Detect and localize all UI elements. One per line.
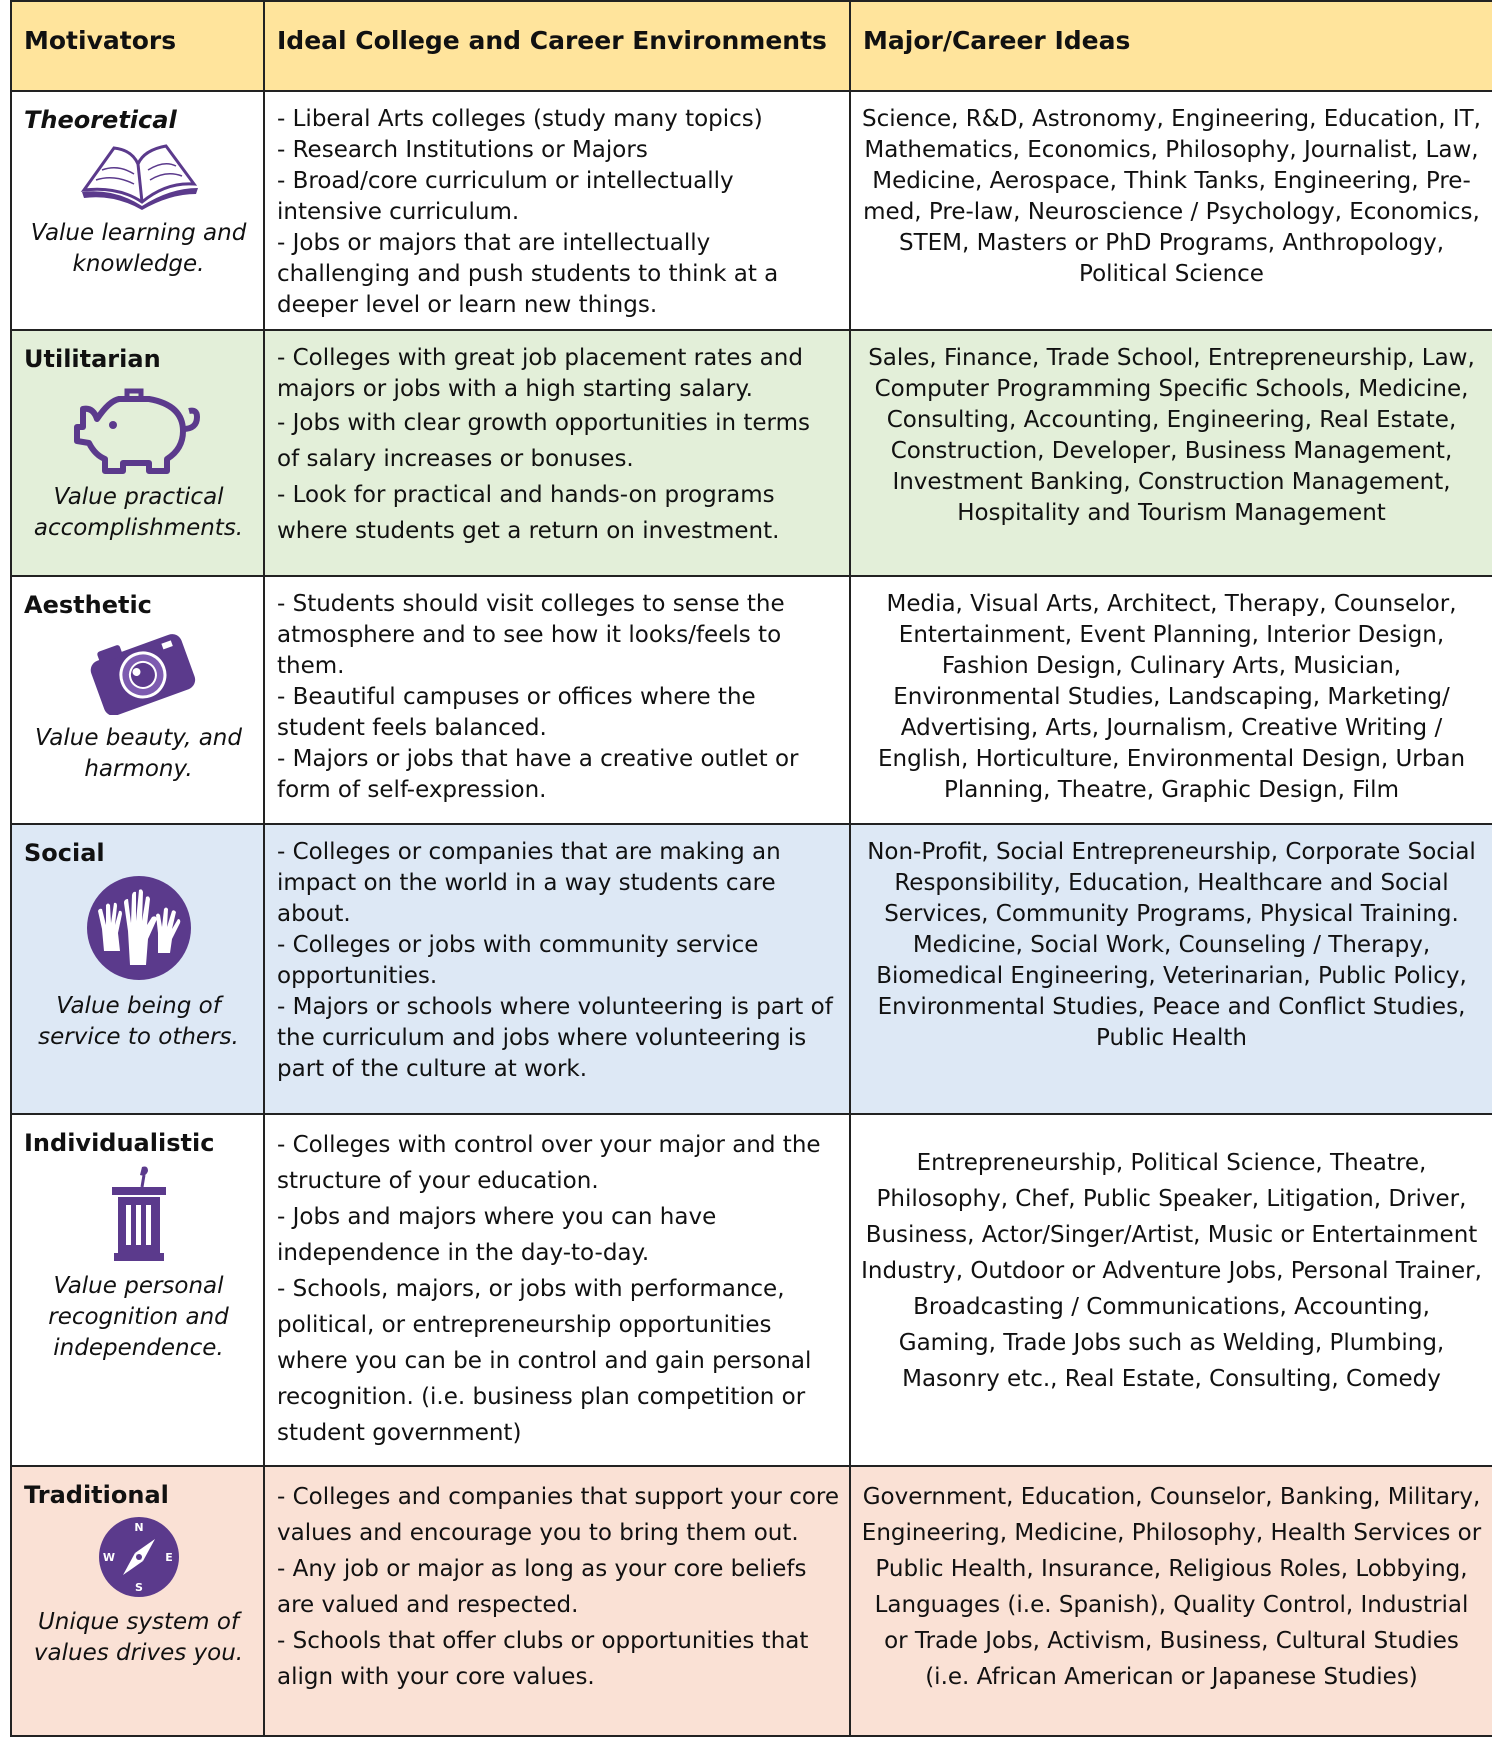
row-individualistic (11, 1114, 1492, 1466)
motivator-cell (11, 91, 264, 330)
motivator-cell (11, 1466, 264, 1736)
environment-item: - Colleges or jobs with community service opportunities. (277, 932, 759, 989)
environment-item: - Colleges and companies that support your core values and encourage you to bring them out. (277, 1484, 840, 1546)
career-ideas: Entrepreneurship, Political Science, Theatre, Philosophy, Chef, Public Speaker, Litigation, Driver, Business, Actor/Singer/Artist, Music or Entertainment Industry, Outdoor or Adventure Jobs, Personal Trainer, Broadcasting / Communications, Accounting, Gaming, Trade Jobs such as Welding, Plumbing, Masonry etc., Real Estate, Consulting, Comedy (861, 1150, 1482, 1392)
career-ideas: Science, R&D, Astronomy, Engineering, Education, IT, Mathematics, Economics, Philosophy, Journalist, Law, Medicine, Aerospace, Think Tanks, Engineering, Pre-med, Pre-law, Neuroscience / Psychology, Economics, STEM, Masters or PhD Programs, Anthropology, Political Science (862, 106, 1481, 287)
environment-cell (264, 91, 850, 330)
environment-item: - Jobs and majors where you can have independence in the day-to-day. (277, 1204, 717, 1266)
career-ideas: Government, Education, Counselor, Banking, Military, Engineering, Medicine, Philosophy, Health Services or Public Health, Insurance, Religious Roles, Lobbying, Languages (i.e. Spanish), Quality Control, Industrial or Trade Jobs, Activism, Business, Cultural Studies (i.e. African American or Japanese Studies) (861, 1484, 1482, 1690)
environment-cell (264, 1466, 850, 1736)
header-environments: Ideal College and Career Environments (277, 26, 827, 55)
motivator-description: Value personal recognition and independence. (48, 1273, 229, 1361)
motivator-cell (11, 576, 264, 824)
motivator-description: Value being of service to others. (38, 993, 239, 1050)
ideas-cell (850, 576, 1492, 824)
row-utilitarian (11, 330, 1492, 576)
motivators-table (10, 0, 1492, 1737)
compass-letter-w: W (102, 1551, 115, 1564)
environment-item: - Majors or schools where volunteering is part of the curriculum and jobs where volunteering is part of the culture at work. (277, 994, 833, 1082)
motivator-cell (11, 824, 264, 1114)
podium-icon (24, 1163, 253, 1267)
environment-item: - Students should visit colleges to sense the atmosphere and to see how it looks/feels to them. (277, 591, 785, 679)
environment-item: - Schools that offer clubs or opportunities that align with your core values. (277, 1628, 809, 1690)
environment-item: - Schools, majors, or jobs with performance, political, or entrepreneurship opportunities where you can be in control and gain personal recognition. (i.e. business plan competition or student government) (277, 1276, 812, 1446)
motivator-description: Value learning and knowledge. (30, 220, 247, 277)
motivator-description: Unique system of values drives you. (33, 1609, 244, 1666)
environment-cell (264, 576, 850, 824)
compass-icon (24, 1515, 253, 1603)
environment-item: - Liberal Arts colleges (study many topics) (277, 106, 763, 132)
row-theoretical (11, 91, 1492, 330)
compass-letter-s: S (134, 1581, 143, 1594)
environment-item: - Any job or major as long as your core beliefs are valued and respected. (277, 1556, 807, 1618)
open-book-icon (24, 140, 253, 214)
environment-item: - Look for practical and hands-on programs where students get a return on investment. (277, 482, 780, 544)
header-ideas: Major/Career Ideas (863, 26, 1131, 55)
camera-icon (24, 625, 253, 719)
career-ideas: Non-Profit, Social Entrepreneurship, Corporate Social Responsibility, Education, Healthcare and Social Services, Community Programs, Physical Training. Medicine, Social Work, Counseling / Therapy, Biomedical Engineering, Veterinarian, Public Policy, Environmental Studies, Peace and Conflict Studies, Public Health (867, 839, 1476, 1051)
row-aesthetic (11, 576, 1492, 824)
career-ideas: Sales, Finance, Trade School, Entrepreneurship, Law, Computer Programming Specific Schools, Medicine, Consulting, Accounting, Engineering, Real Estate, Construction, Developer, Business Management, Investment Banking, Construction Management, Hospitality and Tourism Management (868, 345, 1475, 526)
raised-hands-icon (24, 873, 253, 987)
environment-item: - Colleges with great job placement rates and majors or jobs with a high starting salary. (277, 345, 803, 402)
row-social (11, 824, 1492, 1114)
environment-cell (264, 824, 850, 1114)
environment-item: - Colleges with control over your major and the structure of your education. (277, 1132, 821, 1194)
header-row (11, 1, 1492, 91)
career-ideas: Media, Visual Arts, Architect, Therapy, Counselor, Entertainment, Event Planning, Interior Design, Fashion Design, Culinary Arts, Musician, Environmental Studies, Landscaping, Marketing/ Advertising, Arts, Journalism, Creative Writing / English, Horticulture, Environmental Design, Urban Planning, Theatre, Graphic Design, Film (877, 591, 1466, 803)
environment-item: - Majors or jobs that have a creative outlet or form of self-expression. (277, 746, 799, 803)
environment-item: - Research Institutions or Majors (277, 137, 648, 163)
header-motivators: Motivators (24, 26, 177, 55)
header-cell-motivators (11, 1, 264, 91)
piggy-bank-icon (24, 379, 253, 478)
ideas-cell (850, 1114, 1492, 1466)
motivator-name: Theoretical (24, 106, 177, 134)
environment-item: - Jobs with clear growth opportunities in terms of salary increases or bonuses. (277, 410, 810, 472)
header-cell-ideas (850, 1, 1492, 91)
motivator-name: Traditional (24, 1481, 169, 1509)
ideas-cell (850, 824, 1492, 1114)
motivator-description: Value beauty, and harmony. (35, 725, 242, 782)
motivator-name: Utilitarian (24, 345, 161, 373)
ideas-cell (850, 1466, 1492, 1736)
header-cell-environments (264, 1, 850, 91)
environment-item: - Colleges or companies that are making an impact on the world in a way students care about. (277, 839, 781, 927)
motivator-cell (11, 1114, 264, 1466)
row-traditional (11, 1466, 1492, 1736)
motivator-name: Individualistic (24, 1129, 215, 1157)
ideas-cell (850, 91, 1492, 330)
environment-item: - Broad/core curriculum or intellectually intensive curriculum. (277, 168, 734, 225)
compass-letter-e: E (164, 1551, 173, 1564)
motivator-name: Social (24, 839, 105, 867)
environment-item: - Jobs or majors that are intellectually challenging and push students to think at a deeper level or learn new things. (277, 230, 779, 318)
motivator-description: Value practical accomplishments. (33, 484, 244, 541)
environment-cell (264, 330, 850, 576)
environment-cell (264, 1114, 850, 1466)
ideas-cell (850, 330, 1492, 576)
environment-item: - Beautiful campuses or offices where the student feels balanced. (277, 684, 756, 741)
motivator-name: Aesthetic (24, 591, 152, 619)
motivator-cell (11, 330, 264, 576)
compass-letter-n: N (133, 1521, 144, 1534)
